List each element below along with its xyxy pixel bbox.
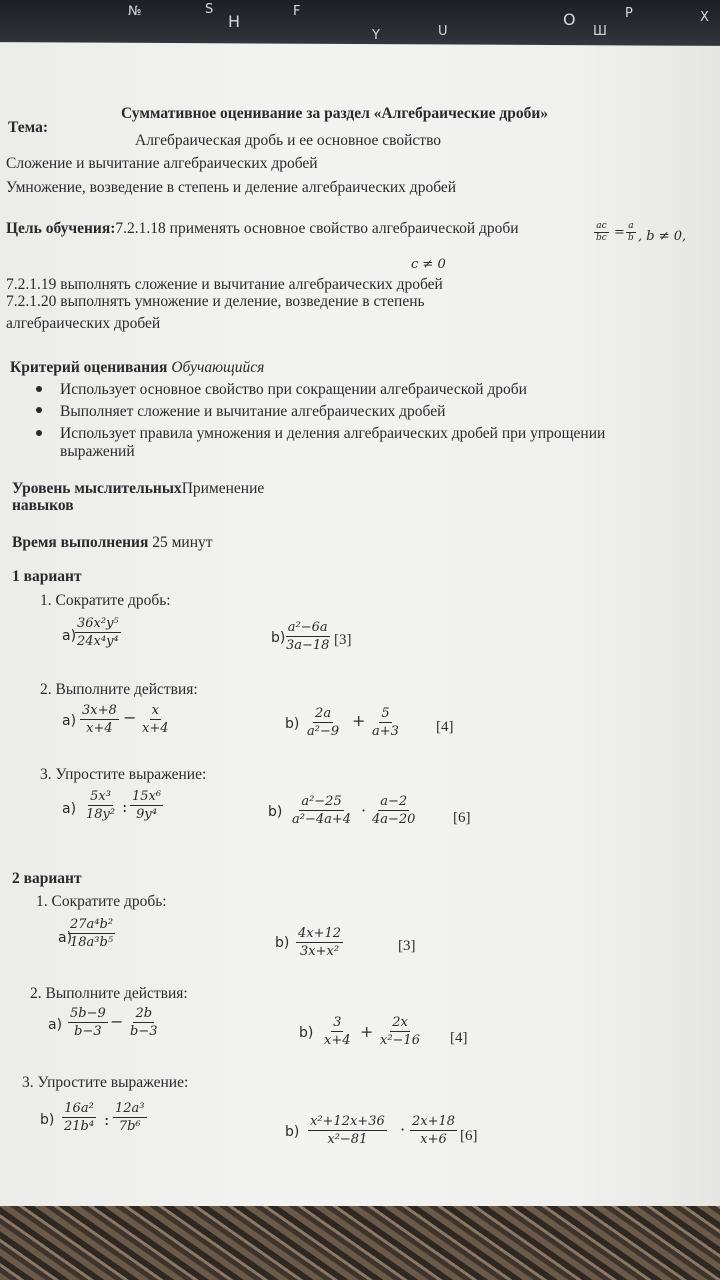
carpet-background bbox=[0, 1206, 720, 1280]
goal-text: 7.2.1.18 применять основное свойство алгебраической дроби bbox=[115, 220, 519, 237]
fraction-numerator: 5b−9 bbox=[70, 1006, 106, 1021]
bullet-icon bbox=[36, 407, 42, 413]
fraction-denominator: b−3 bbox=[130, 1024, 158, 1039]
v1-question-3: 3. Упростите выражение: bbox=[40, 766, 207, 783]
goal-fraction-right bbox=[626, 221, 636, 244]
v2-q2b-fraction-1 bbox=[322, 1014, 353, 1049]
fraction-denominator: 4a−20 bbox=[372, 812, 416, 827]
goal-line: 7.2.1.20 выполнять умножение и деление, возведение в степень bbox=[6, 293, 425, 310]
bullet-icon bbox=[36, 386, 42, 392]
goal-line: 7.2.1.19 выполнять сложение и вычитание алгебраических дробей bbox=[6, 276, 443, 293]
keyboard-key: H bbox=[228, 12, 241, 31]
fraction-numerator: 2x+18 bbox=[412, 1114, 456, 1129]
v1-q1b-fraction bbox=[284, 619, 331, 654]
fraction-numerator: 4x+12 bbox=[298, 926, 342, 941]
fraction-numerator: ac bbox=[596, 221, 607, 231]
time-value: 25 минут bbox=[152, 534, 213, 551]
fraction-denominator: 3x+x² bbox=[300, 944, 340, 959]
fraction-denominator: 21b⁴ bbox=[64, 1119, 95, 1134]
plus-operator: + bbox=[352, 711, 366, 730]
keyboard-key: F bbox=[293, 4, 301, 19]
criteria-sublabel: Обучающийся bbox=[171, 359, 265, 376]
equals-sign: = bbox=[614, 225, 625, 240]
fraction-numerator: 5x³ bbox=[90, 789, 111, 804]
keyboard-key: Y bbox=[372, 28, 380, 43]
keyboard-key: S bbox=[205, 2, 214, 17]
fraction-numerator: a−2 bbox=[380, 794, 408, 809]
v2-q3a-label: b) bbox=[40, 1112, 55, 1128]
v1-q2b-label: b) bbox=[285, 716, 300, 732]
v1-q1a-fraction bbox=[75, 615, 121, 650]
v2-question-1: 1. Сократите дробь: bbox=[36, 893, 167, 910]
fraction-denominator: 18a³b⁵ bbox=[70, 935, 114, 950]
v1-question-2: 2. Выполните действия: bbox=[40, 681, 198, 698]
v2-q3a-fraction-1 bbox=[62, 1100, 96, 1135]
v2-q3b-fraction-2 bbox=[410, 1113, 457, 1148]
multiply-operator: · bbox=[361, 801, 367, 820]
v2-q1b-fraction bbox=[296, 925, 343, 960]
multiply-operator: · bbox=[400, 1120, 406, 1139]
topic-line: Умножение, возведение в степень и деление алгебраических дробей bbox=[6, 179, 457, 196]
criteria-item: Использует основное свойство при сокращении алгебраической дроби bbox=[60, 381, 527, 398]
v1-q3b-label: b) bbox=[268, 804, 283, 820]
fraction-denominator: 18y² bbox=[86, 807, 116, 822]
v2-q2a-fraction-2 bbox=[128, 1005, 160, 1040]
v1-q2-marks: [4] bbox=[436, 719, 454, 735]
level-value: Применение bbox=[181, 480, 265, 497]
criteria-item: Выполняет сложение и вычитание алгебраических дробей bbox=[60, 403, 446, 420]
v1-q2a-fraction-1 bbox=[80, 702, 119, 737]
v1-q1b-label: b) bbox=[271, 630, 286, 646]
fraction-denominator: bc bbox=[596, 233, 607, 243]
keyboard-key: Х bbox=[700, 10, 709, 25]
time-label: Время выполнения bbox=[12, 534, 149, 551]
v2-q1b-label: b) bbox=[275, 935, 290, 951]
fraction-numerator: 3 bbox=[333, 1015, 342, 1030]
fraction-numerator: a bbox=[628, 221, 634, 231]
variant-1-title: 1 вариант bbox=[12, 568, 82, 585]
keyboard-key: О bbox=[563, 10, 576, 29]
level-line bbox=[12, 480, 264, 498]
keyboard-key: U bbox=[438, 24, 448, 39]
goal-line: алгебраических дробей bbox=[6, 315, 161, 332]
v2-q2-marks: [4] bbox=[450, 1030, 468, 1046]
v1-q2a-fraction-2 bbox=[140, 702, 171, 737]
keyboard-key: Р bbox=[625, 6, 633, 21]
criteria-heading bbox=[10, 359, 264, 377]
fraction-denominator: 3a−18 bbox=[286, 638, 330, 653]
v2-q2a-label: a) bbox=[48, 1017, 63, 1033]
v2-question-3: 3. Упростите выражение: bbox=[22, 1074, 189, 1091]
v1-q2b-fraction-1 bbox=[305, 705, 341, 740]
goal-fraction-left bbox=[594, 221, 609, 244]
v2-q2b-fraction-2 bbox=[378, 1014, 422, 1049]
division-operator: : bbox=[122, 797, 128, 816]
fraction-denominator: b bbox=[628, 233, 634, 243]
fraction-denominator: x+4 bbox=[142, 721, 169, 736]
fraction-numerator: 5 bbox=[381, 706, 390, 721]
v1-q1-marks: [3] bbox=[334, 632, 352, 648]
v1-q3a-fraction-2 bbox=[130, 788, 163, 823]
v2-q3b-fraction-1 bbox=[308, 1113, 387, 1148]
fraction-denominator: a²−9 bbox=[307, 724, 340, 739]
level-value-2: навыков bbox=[12, 497, 74, 514]
v1-question-1: 1. Сократите дробь: bbox=[40, 592, 171, 609]
fraction-numerator: 2a bbox=[315, 706, 332, 721]
keyboard-key: Ш bbox=[593, 24, 607, 39]
topic-label: Тема: bbox=[8, 119, 48, 136]
v2-q2a-fraction-1 bbox=[68, 1005, 108, 1040]
minus-operator: − bbox=[110, 1012, 124, 1031]
v2-q3-marks: [6] bbox=[460, 1128, 478, 1144]
fraction-denominator: x+4 bbox=[86, 721, 113, 736]
fraction-numerator: x bbox=[151, 703, 159, 718]
plus-operator: + bbox=[360, 1022, 374, 1041]
time-line bbox=[12, 534, 213, 552]
v2-q1a-fraction bbox=[68, 916, 115, 951]
division-operator: : bbox=[104, 1110, 110, 1129]
fraction-numerator: 3x+8 bbox=[82, 703, 117, 718]
topic-line: Алгебраическая дробь и ее основное свойство bbox=[135, 132, 442, 149]
fraction-denominator: x²−16 bbox=[380, 1033, 420, 1048]
v1-q3-marks: [6] bbox=[453, 810, 471, 826]
fraction-denominator: a²−4a+4 bbox=[292, 812, 352, 827]
level-label: Уровень мыслительных bbox=[12, 480, 182, 497]
fraction-denominator: x+4 bbox=[324, 1033, 351, 1048]
criteria-item: Использует правила умножения и деления алгебраических дробей при упрощении bbox=[60, 425, 606, 442]
v1-q1a-label: a) bbox=[62, 628, 77, 644]
v2-question-2: 2. Выполните действия: bbox=[30, 985, 188, 1002]
fraction-denominator: 7b⁶ bbox=[118, 1119, 141, 1134]
v1-q3b-fraction-1 bbox=[290, 793, 353, 828]
goal-line bbox=[6, 220, 519, 238]
v1-q3a-fraction-1 bbox=[84, 788, 117, 823]
v1-q2b-fraction-2 bbox=[370, 705, 401, 740]
fraction-numerator: x²+12x+36 bbox=[310, 1114, 385, 1129]
v2-q3a-fraction-2 bbox=[113, 1100, 147, 1135]
fraction-numerator: 2x bbox=[392, 1015, 408, 1030]
fraction-numerator: 16a² bbox=[64, 1101, 94, 1116]
criteria-label: Критерий оценивания bbox=[10, 359, 168, 376]
v2-q1-marks: [3] bbox=[398, 938, 416, 954]
minus-operator: − bbox=[123, 708, 137, 727]
fraction-numerator: 2b bbox=[135, 1006, 153, 1021]
page-title: Суммативное оценивание за раздел «Алгебраические дроби» bbox=[121, 105, 549, 122]
keyboard-key: № bbox=[128, 4, 142, 19]
fraction-denominator: x²−81 bbox=[327, 1132, 368, 1147]
criteria-item: выражений bbox=[60, 443, 135, 460]
goal-condition: , b ≠ 0, bbox=[638, 229, 687, 244]
fraction-denominator: b−3 bbox=[74, 1024, 102, 1039]
v2-q2b-label: b) bbox=[299, 1025, 314, 1041]
v1-q3b-fraction-2 bbox=[370, 793, 417, 828]
fraction-numerator: a²−25 bbox=[301, 794, 342, 809]
goal-label: Цель обучения: bbox=[6, 220, 116, 237]
v2-q1a-label: a) bbox=[58, 930, 73, 946]
topic-line: Сложение и вычитание алгебраических дробей bbox=[6, 155, 318, 172]
fraction-numerator: 27a⁴b² bbox=[70, 917, 114, 932]
fraction-numerator: 15x⁶ bbox=[132, 789, 162, 804]
v1-q2a-label: a) bbox=[62, 713, 77, 729]
fraction-numerator: 12a³ bbox=[115, 1101, 145, 1116]
fraction-numerator: a²−6a bbox=[287, 620, 328, 635]
v2-q3b-label: b) bbox=[285, 1124, 300, 1140]
variant-2-title: 2 вариант bbox=[12, 870, 82, 887]
fraction-denominator: x+6 bbox=[420, 1132, 447, 1147]
fraction-numerator: 36x²y⁵ bbox=[77, 616, 119, 631]
fraction-denominator: 9y⁴ bbox=[136, 807, 157, 822]
goal-condition-c: c ≠ 0 bbox=[411, 257, 446, 272]
v1-q3a-label: a) bbox=[62, 801, 77, 817]
fraction-denominator: 24x⁴y⁴ bbox=[77, 634, 119, 649]
fraction-denominator: a+3 bbox=[372, 724, 399, 739]
bullet-icon bbox=[36, 430, 42, 436]
